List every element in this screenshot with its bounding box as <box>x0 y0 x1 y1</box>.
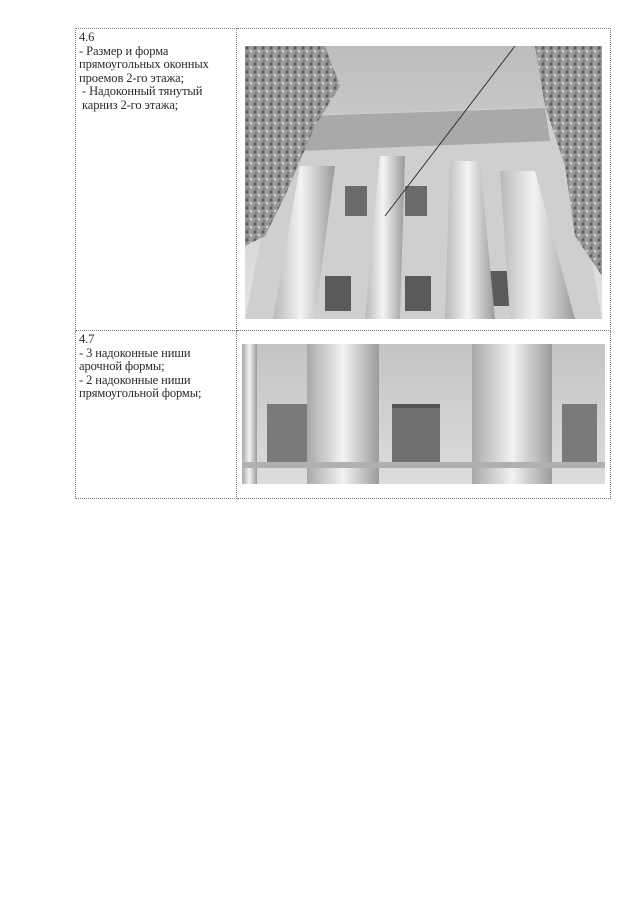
description-line: карниз 2-го этажа; <box>79 97 179 112</box>
building-facade-columns-photo <box>245 46 602 319</box>
table-row <box>76 331 611 499</box>
description-cell <box>76 29 237 331</box>
description-line: арочной формы; <box>79 359 165 373</box>
description-cell <box>76 331 237 499</box>
columns-windows-photo <box>242 344 605 484</box>
photo-cell <box>237 29 611 331</box>
description-line: - Надоконный тянутый <box>79 84 203 98</box>
description-line: прямоугольных оконных <box>79 57 209 71</box>
table-row <box>76 29 611 331</box>
description-line: прямоугольной формы; <box>79 386 202 400</box>
photo-cell <box>237 331 611 499</box>
description-line: - 2 надоконные ниши <box>79 372 191 387</box>
item-number: 4.6 <box>79 30 95 44</box>
description-line: - 3 надоконные ниши <box>79 345 191 360</box>
document-table <box>75 28 611 499</box>
item-number: 4.7 <box>79 332 95 346</box>
description-line: проемов 2-го этажа; <box>79 70 184 85</box>
description-line: - Размер и форма <box>79 43 169 58</box>
